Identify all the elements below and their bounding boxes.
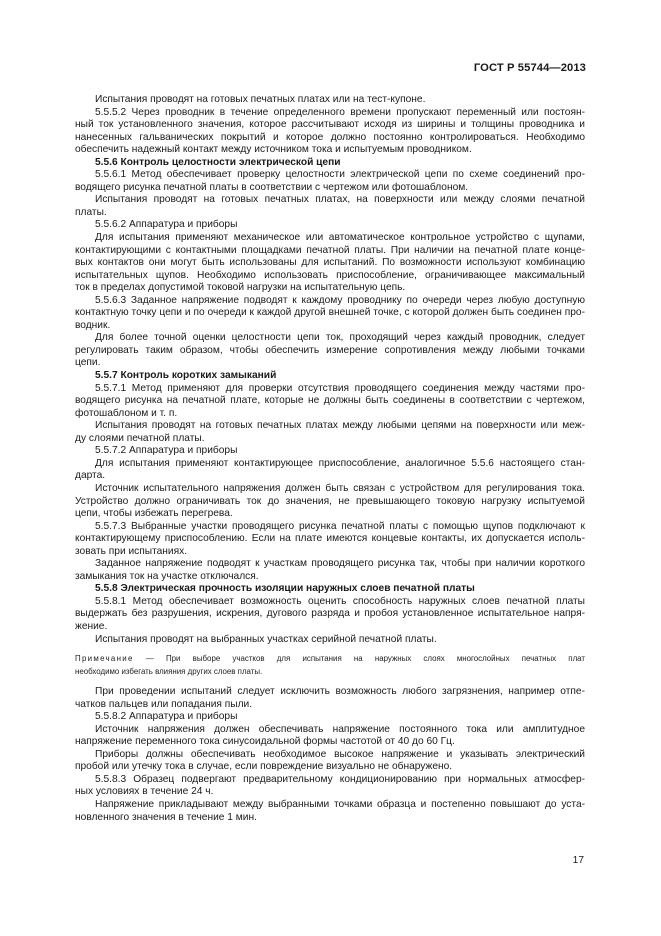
text-line: Испытания проводят на готовых печатных платах или на тест-купоне. (95, 94, 426, 105)
paragraph (75, 169, 585, 194)
paragraph (75, 232, 585, 295)
paragraph (75, 295, 585, 333)
text-line: 5.5.7.3 Выбранные участки проводящего рисунка печатной платы с помощью щупов подключают к (95, 520, 585, 532)
text-line: Испытания проводят на выбранных участках серийной печатной платы. (95, 633, 437, 645)
section-heading (75, 370, 585, 383)
text-line: Напряжение прикладывают между выбранными точками образца и постепенно повышают до уста- (95, 798, 585, 810)
text-line: водящего рисунка печатной платы в соответствии с чертежом или фотошаблоном. (75, 181, 469, 193)
text-line: обеспечить надежный контакт между источником тока и испытуемым проводником. (75, 144, 472, 156)
page-number: 17 (572, 855, 584, 866)
text-line: 5.5.8 Электрическая прочность изоляции наружных слоев печатной платы (95, 583, 475, 595)
text-line: контактирующему приспособлению. Если на плате имеются концевые контакты, их допускается исполь- (75, 533, 585, 545)
text-line: зовать при испытаниях. (75, 545, 188, 557)
text-line: нанесенных гальванических покрытий и которое должно постоянно контролироваться. Необходимо (75, 131, 585, 143)
note (75, 653, 585, 678)
text-line: водящего рисунка на печатной плате, которые не должны быть соединены в соответствии с чертежом, (75, 395, 585, 407)
paragraph (75, 332, 585, 370)
text-line: Приборы должны обеспечивать необходимое высокое напряжение и указывать электрический (95, 748, 585, 760)
text-line: Для более точной оценки целостности цепи ток, проходящий через каждый проводник, следует (95, 332, 585, 344)
text-line: 5.5.7.1 Метод применяют для проверки отсутствия проводящего соединения между частями про- (95, 382, 585, 394)
paragraph (75, 558, 585, 583)
text-line: регулировать таким образом, чтобы обеспечить измерение сопротивления между любыми точками (75, 344, 585, 356)
text-line: выдержать без разрушения, искрения, дугового разряда и пробоя установленное испытательное напря- (75, 608, 585, 620)
text-line: пробой или утечку тока в случае, если повреждение визуально не обнаружено. (75, 761, 453, 773)
paragraph (75, 799, 585, 824)
note-label: Примечание (75, 654, 134, 664)
paragraph (75, 596, 585, 634)
paragraph (75, 219, 585, 232)
text-line: Испытания проводят на готовых печатных платах между любыми цепями на поверхности или меж- (95, 420, 585, 432)
text-line: новленного значения в течение 1 мин. (75, 811, 257, 823)
text-line: ный ток установленного значения, которое рассчитывают исходя из ширины и толщины проводника и (75, 119, 585, 131)
text-line: Испытания проводят на готовых печатных платах, на поверхности или между слоями печатной (95, 194, 585, 206)
standard-header: ГОСТ Р 55744—2013 (473, 62, 586, 74)
text-line: жение. (75, 620, 108, 632)
text-line: 5.5.8.1 Метод обеспечивает возможность оценить способность наружных слоев печатной платы (95, 595, 585, 607)
text-line: вых контактов они могут быть использованы для испытаний. По возможности используют комбинацию (75, 257, 585, 269)
paragraph (75, 521, 585, 559)
text-line: 5.5.8.3 Образец подвергают предварительному кондиционированию при нормальных атмосфер- (95, 773, 585, 785)
text-line: контактирующими с контактными площадками печатной платы. При наличии на печатной плате конце- (75, 244, 585, 256)
paragraph (75, 749, 585, 774)
paragraph (75, 383, 585, 421)
paragraph (75, 724, 585, 749)
paragraph (75, 483, 585, 521)
text-line: Заданное напряжение подводят к участкам проводящего рисунка так, чтобы при наличии короткого (95, 558, 585, 570)
text-line: При проведении испытаний следует исключить возможность любого загрязнения, например отпе- (95, 686, 585, 698)
text-line: 5.5.7 Контроль коротких замыканий (95, 370, 277, 382)
paragraph (75, 420, 585, 445)
document-body (75, 94, 585, 824)
text-line: Источник напряжения должен обеспечивать напряжение постоянного тока или амплитудное (95, 723, 585, 735)
text-line: необходимо избегать влияния других слоев платы. (75, 666, 263, 676)
paragraph (75, 94, 585, 107)
text-line: дарта. (75, 470, 106, 482)
text-line: 5.5.6.3 Заданное напряжение подводят к каждому проводнику по очереди через любую доступную (95, 294, 585, 306)
text-line: Устройство должно ограничивать ток до значения, не превышающего токовую нагрузку испытуемой (75, 495, 585, 507)
text-line: 5.5.6 Контроль целостности электрической цепи (95, 156, 341, 168)
paragraph (75, 445, 585, 458)
paragraph (75, 634, 585, 647)
paragraph (75, 711, 585, 724)
section-heading (75, 157, 585, 170)
text-line: фотошаблоном и т. п. (75, 407, 178, 419)
paragraph (75, 774, 585, 799)
text-line: цепи. (75, 357, 101, 369)
paragraph (75, 107, 585, 157)
section-heading (75, 583, 585, 596)
text-line: ных условиях в течение 24 ч. (75, 786, 214, 798)
text-line: испытательных щупов. Необходимо использовать приспособление, ограничивающее максимальный (75, 269, 585, 281)
text-line: чатков пальцев или попадания пыли. (75, 698, 253, 710)
text-line: 5.5.8.2 Аппаратура и приборы (95, 711, 238, 723)
paragraph (75, 686, 585, 711)
text-line: 5.5.6.1 Метод обеспечивает проверку целостности электрической цепи по схеме соединений про- (95, 169, 585, 181)
text-line: 5.5.6.2 Аппаратура и приборы (95, 219, 238, 231)
text-line: Для испытания применяют контактирующее приспособление, аналогичное 5.5.6 настоящего стан- (95, 457, 585, 469)
text-line: цепи, чтобы избежать перегрева. (75, 508, 233, 520)
text-line: ток в пределах допустимой токовой нагрузки на испытательную цепь. (75, 282, 406, 294)
paragraph (75, 458, 585, 483)
text-line: напряжение переменного тока синусоидальной формы частотой от 40 до 60 Гц. (75, 736, 455, 748)
text-line: контактную точку цепи и по очереди к каждой другой внешней точке, с которой должен быть соединен про- (75, 307, 585, 319)
text-line (75, 653, 585, 666)
text-line: Для испытания применяют механическое или автоматическое контрольное устройство с щупами, (95, 232, 585, 244)
text-line: 5.5.5.2 Через проводник в течение определенного времени пропускают переменный или постоян- (95, 106, 585, 118)
paragraph (75, 194, 585, 219)
text-line: ду слоями печатной платы. (75, 432, 205, 444)
text-line: 5.5.7.2 Аппаратура и приборы (95, 445, 238, 457)
text-line: платы. (75, 206, 107, 218)
note-text: — При выборе участков для испытания на наружных слоях многослойных печатных плат (145, 654, 585, 664)
text-line: замыкания ток на участке отключался. (75, 570, 259, 582)
text-line: Источник испытательного напряжения должен быть связан с устройством для регулирования тока. (95, 482, 585, 494)
text-line: водник. (75, 319, 111, 331)
